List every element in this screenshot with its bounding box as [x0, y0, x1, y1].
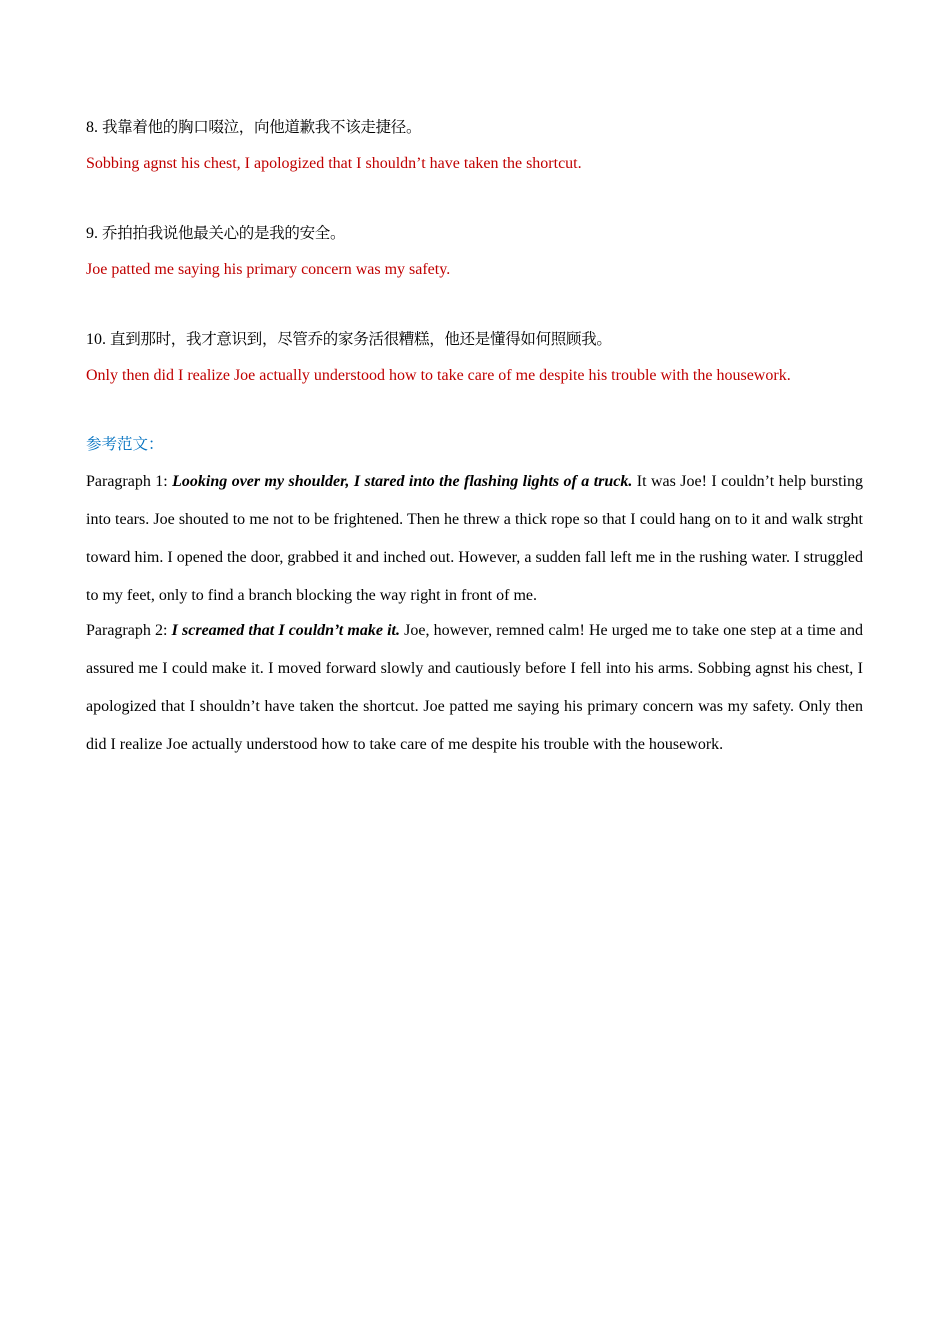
chinese-sentence: 直到那时，我才意识到，尽管乔的家务活很糟糕，他还是懂得如何照顾我。 — [110, 330, 612, 348]
paragraph-1 — [86, 463, 863, 615]
chinese-sentence: 乔拍拍我说他最关心的是我的安全。 — [102, 224, 346, 242]
translation-item-9 — [86, 222, 863, 281]
english-answer: Only then did I realize Joe actually understood how to take care of me despite his trouble with the housework. — [86, 367, 791, 384]
question-line — [86, 222, 863, 245]
paragraph-label: Paragraph 1: — [86, 473, 173, 490]
paragraph-body: It was Joe! I couldn’t help bursting into tears. Joe shouted to me not to be frightened. Then he threw a thick rope so that I could hang on to it and walk strght toward him. I opened the door, grabbed it and inched out. However, a sudden fall left me in the rushing water. I struggled to my feet, only to find a branch blocking the way right in front of me. — [86, 473, 864, 604]
translation-item-8 — [86, 116, 863, 175]
translation-item-10 — [86, 328, 863, 387]
question-number: 9. — [86, 225, 98, 242]
sample-essay — [86, 433, 863, 764]
paragraph-2 — [86, 612, 863, 764]
question-line — [86, 116, 863, 139]
question-number: 8. — [86, 119, 98, 136]
paragraph-lead-sentence: I screamed that I couldn’t make it. — [171, 622, 400, 639]
paragraph-body: Joe, however, remned calm! He urged me to take one step at a time and assured me I could make it. I moved forward slowly and cautiously before I fell into his arms. Sobbing agnst his chest, I apologized that I shouldn’t have taken the shortcut. Joe patted me saying his primary concern was my safety. Only then did I realize Joe actually understood how to take care of me despite his trouble with the housework. — [86, 622, 864, 753]
question-number: 10. — [86, 331, 106, 348]
chinese-sentence: 我靠着他的胸口啜泣，向他道歉我不该走捷径。 — [102, 118, 422, 136]
sample-heading: 参考范文： — [86, 435, 164, 453]
paragraph-lead-sentence: Looking over my shoulder, I stared into the flashing lights of a truck. — [172, 473, 633, 490]
english-answer: Sobbing agnst his chest, I apologized that I shouldn’t have taken the shortcut. — [86, 155, 582, 172]
paragraph-label: Paragraph 2: — [86, 622, 172, 639]
question-line — [86, 328, 863, 351]
english-answer: Joe patted me saying his primary concern was my safety. — [86, 261, 451, 278]
